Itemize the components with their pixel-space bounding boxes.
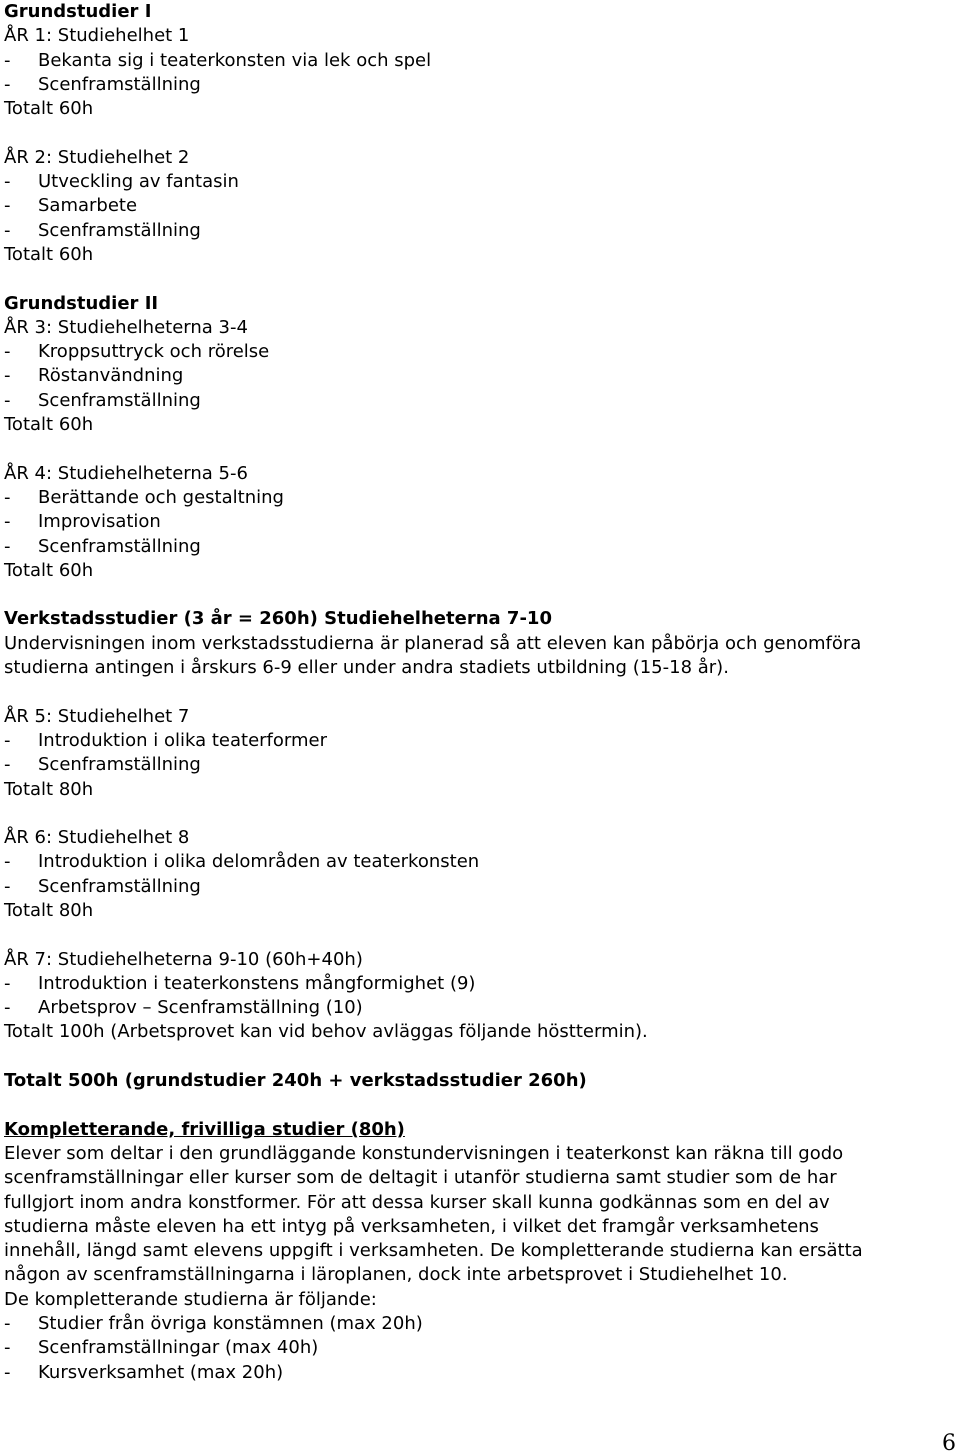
- section-heading-kompletterande: Kompletterande, frivilliga studier (80h): [4, 1118, 405, 1140]
- list-item: - Kroppsuttryck och rörelse: [4, 341, 270, 363]
- verkstad-intro-line: studierna antingen i årskurs 6-9 eller under andra stadiets utbildning (15-18 år).: [4, 657, 729, 679]
- year-3-title: ÅR 3: Studiehelheterna 3-4: [4, 316, 248, 338]
- verkstad-intro-line: Undervisningen inom verkstadsstudierna är planerad så att eleven kan påbörja och genomföra: [4, 632, 862, 654]
- komplett-paragraph-line: Elever som deltar i den grundläggande konstundervisningen i teaterkonst kan räkna till godo: [4, 1142, 844, 1164]
- year-2-title: ÅR 2: Studiehelhet 2: [4, 146, 190, 168]
- komplett-paragraph-line: scenframställningar eller kurser som de deltagit i utanför studierna samt studier som de har: [4, 1167, 837, 1189]
- year-5-total: Totalt 80h: [4, 778, 94, 800]
- list-item: - Introduktion i olika delområden av teaterkonsten: [4, 851, 480, 873]
- list-item: - Kursverksamhet (max 20h): [4, 1361, 284, 1383]
- page-number: 6: [942, 1431, 956, 1456]
- year-3-total: Totalt 60h: [4, 414, 94, 436]
- section-heading-verkstadsstudier: Verkstadsstudier (3 år = 260h) Studiehelheterna 7-10: [4, 608, 552, 630]
- grand-total: Totalt 500h (grundstudier 240h + verkstadsstudier 260h): [4, 1070, 587, 1092]
- list-item: - Bekanta sig i teaterkonsten via lek och spel: [4, 49, 432, 71]
- list-item: - Samarbete: [4, 195, 138, 217]
- list-item: - Scenframställning: [4, 535, 201, 557]
- year-1-title: ÅR 1: Studiehelhet 1: [4, 25, 190, 47]
- list-item: - Scenframställning: [4, 754, 201, 776]
- list-item: - Introduktion i olika teaterformer: [4, 729, 327, 751]
- list-item: - Studier från övriga konstämnen (max 20h): [4, 1313, 423, 1335]
- year-1-total: Totalt 60h: [4, 98, 94, 120]
- komplett-list-intro: De kompletterande studierna är följande:: [4, 1288, 377, 1310]
- year-5-title: ÅR 5: Studiehelhet 7: [4, 705, 190, 727]
- document-body: [4, 0, 954, 1385]
- year-7-total: Totalt 100h (Arbetsprovet kan vid behov avläggas följande hösttermin).: [4, 1021, 648, 1043]
- list-item: - Scenframställning: [4, 389, 201, 411]
- year-4-total: Totalt 60h: [4, 559, 94, 581]
- section-heading-grundstudier-1: Grundstudier I: [4, 1, 152, 22]
- year-2-total: Totalt 60h: [4, 243, 94, 265]
- list-item: - Improvisation: [4, 511, 161, 533]
- komplett-paragraph-line: studierna måste eleven ha ett intyg på verksamheten, i vilket det framgår verksamhetens: [4, 1215, 819, 1237]
- list-item: - Introduktion i teaterkonstens mångformighet (9): [4, 972, 476, 994]
- list-item: - Röstanvändning: [4, 365, 184, 387]
- komplett-paragraph-line: fullgjort inom andra konstformer. För att dessa kurser skall kunna godkännas som en del av: [4, 1191, 830, 1213]
- list-item: - Berättande och gestaltning: [4, 486, 284, 508]
- list-item: - Scenframställningar (max 40h): [4, 1337, 319, 1359]
- list-item: - Utveckling av fantasin: [4, 171, 239, 193]
- list-item: - Scenframställning: [4, 219, 201, 241]
- list-item: - Scenframställning: [4, 875, 201, 897]
- list-item: - Scenframställning: [4, 73, 201, 95]
- year-6-total: Totalt 80h: [4, 899, 94, 921]
- year-7-title: ÅR 7: Studiehelheterna 9-10 (60h+40h): [4, 948, 363, 970]
- komplett-paragraph-line: någon av scenframställningarna i läroplanen, dock inte arbetsprovet i Studiehelhet 10.: [4, 1264, 788, 1286]
- list-item: - Arbetsprov – Scenframställning (10): [4, 997, 363, 1019]
- year-6-title: ÅR 6: Studiehelhet 8: [4, 827, 190, 849]
- section-heading-grundstudier-2: Grundstudier II: [4, 292, 159, 314]
- year-4-title: ÅR 4: Studiehelheterna 5-6: [4, 462, 248, 484]
- komplett-paragraph-line: innehåll, längd samt elevens uppgift i verksamheten. De kompletterande studierna kan ersätta: [4, 1240, 863, 1262]
